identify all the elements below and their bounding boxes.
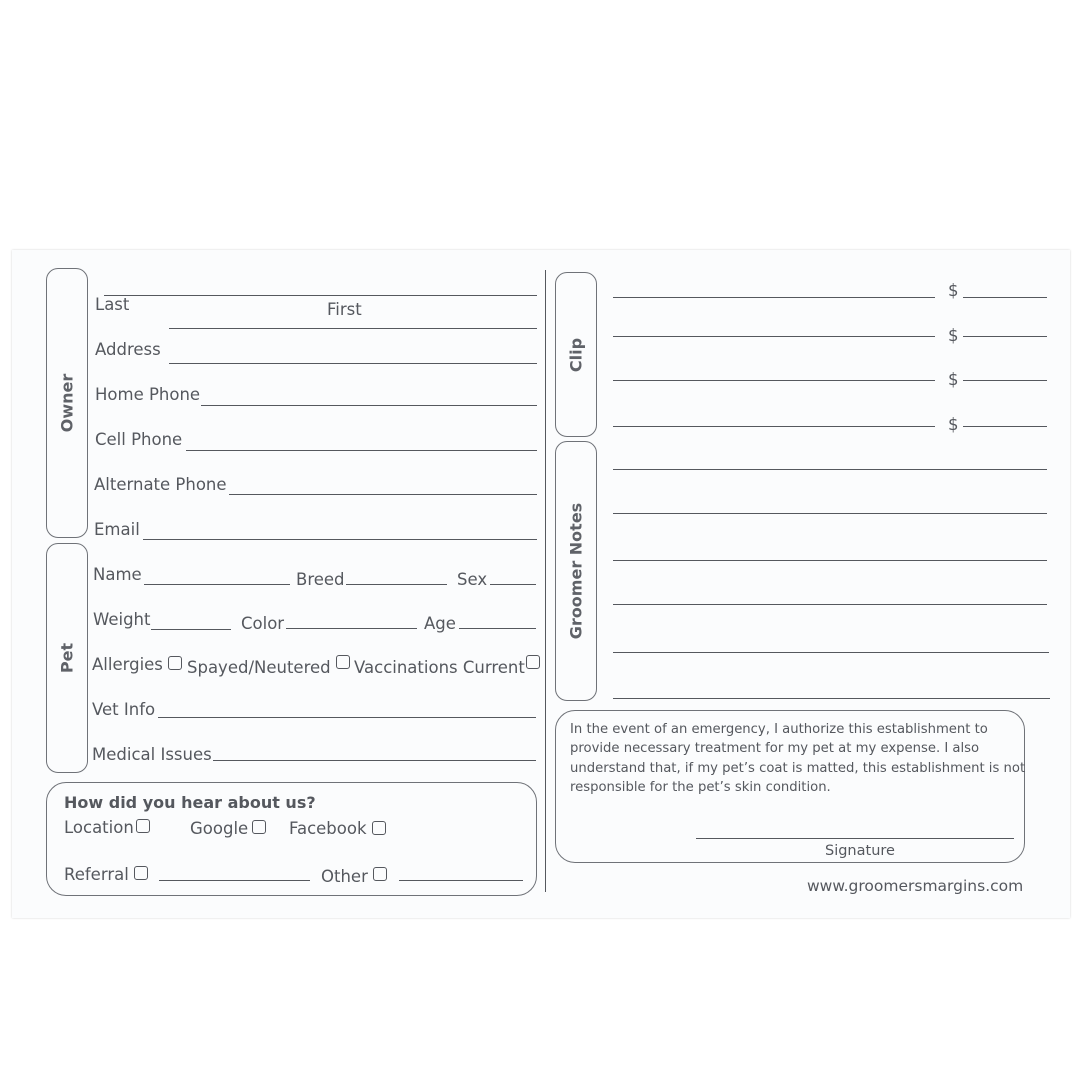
color-line[interactable] — [286, 628, 417, 629]
disclaimer-line-2: provide necessary treatment for my pet at my expense. I also — [570, 741, 980, 756]
last-name-line[interactable] — [104, 295, 537, 296]
medical-issues-line[interactable] — [213, 760, 536, 761]
owner-section-tab — [46, 268, 88, 538]
other-line[interactable] — [399, 880, 523, 881]
notes-line[interactable] — [613, 469, 1047, 470]
google-label: Google — [190, 819, 249, 838]
owner-section-label: Owner — [57, 373, 77, 433]
email-label: Email — [94, 520, 140, 539]
allergies-label: Allergies — [92, 655, 163, 674]
clip-price-line-4[interactable] — [963, 426, 1047, 427]
disclaimer-line-4: responsible for the pet’s skin condition. — [570, 780, 831, 795]
alternate-phone-label: Alternate Phone — [94, 475, 227, 494]
spayed-neutered-label: Spayed/Neutered — [187, 658, 331, 677]
spayed-neutered-checkbox[interactable] — [336, 655, 350, 669]
location-label: Location — [64, 818, 134, 837]
cell-phone-line[interactable] — [186, 450, 537, 451]
breed-line[interactable] — [346, 584, 447, 585]
vet-info-label: Vet Info — [92, 700, 156, 719]
pet-section-label: Pet — [57, 642, 77, 674]
website-url: www.groomersmargins.com — [807, 877, 1024, 895]
signature-line[interactable] — [696, 838, 1014, 839]
notes-line[interactable] — [613, 513, 1047, 514]
clip-price-line-1[interactable] — [963, 297, 1047, 298]
groomer-notes-section-tab — [555, 441, 597, 701]
clip-price-symbol-2: $ — [948, 326, 959, 345]
age-line[interactable] — [459, 628, 536, 629]
weight-label: Weight — [93, 610, 151, 629]
other-checkbox[interactable] — [373, 867, 387, 881]
location-checkbox[interactable] — [136, 819, 150, 833]
sex-line[interactable] — [490, 584, 536, 585]
clip-price-line-2[interactable] — [963, 336, 1047, 337]
address-label: Address — [95, 340, 161, 359]
home-phone-label: Home Phone — [95, 385, 201, 404]
clip-section-label: Clip — [566, 337, 586, 372]
home-phone-line[interactable] — [201, 405, 537, 406]
clip-price-line-3[interactable] — [963, 380, 1047, 381]
clip-price-symbol-4: $ — [948, 415, 959, 434]
notes-line[interactable] — [613, 604, 1047, 605]
referral-label: Referral — [64, 865, 129, 884]
clip-line-4[interactable] — [613, 426, 935, 427]
clip-line-2[interactable] — [613, 336, 935, 337]
signature-label: Signature — [825, 843, 895, 859]
notes-line[interactable] — [613, 698, 1050, 699]
email-line[interactable] — [143, 539, 537, 540]
first-name-label: First — [327, 300, 362, 319]
cell-phone-label: Cell Phone — [95, 430, 183, 449]
pet-section-tab — [46, 543, 88, 773]
referral-source-title: How did you hear about us? — [64, 793, 316, 812]
column-divider — [545, 270, 546, 892]
clip-line-1[interactable] — [613, 297, 935, 298]
vaccinations-current-checkbox[interactable] — [526, 655, 540, 669]
grooming-intake-card — [12, 250, 1070, 918]
clip-price-symbol-1: $ — [948, 281, 959, 300]
referral-line[interactable] — [159, 880, 310, 881]
pet-name-label: Name — [93, 565, 142, 584]
color-label: Color — [241, 614, 285, 633]
alternate-phone-line[interactable] — [229, 494, 537, 495]
age-label: Age — [424, 614, 456, 633]
allergies-checkbox[interactable] — [168, 656, 182, 670]
google-checkbox[interactable] — [252, 820, 266, 834]
vaccinations-current-label: Vaccinations Current — [354, 658, 525, 677]
disclaimer-line-3: understand that, if my pet’s coat is matted, this establishment is not — [570, 761, 1026, 776]
breed-label: Breed — [296, 570, 345, 589]
pet-name-line[interactable] — [144, 584, 290, 585]
referral-checkbox[interactable] — [134, 866, 148, 880]
first-name-line[interactable] — [169, 328, 537, 329]
address-line[interactable] — [169, 363, 537, 364]
medical-issues-label: Medical Issues — [92, 745, 212, 764]
notes-line[interactable] — [613, 560, 1047, 561]
facebook-label: Facebook — [289, 819, 367, 838]
last-name-label: Last — [95, 295, 130, 314]
facebook-checkbox[interactable] — [372, 821, 386, 835]
clip-section-tab — [555, 272, 597, 437]
other-label: Other — [321, 867, 368, 886]
disclaimer-line-1: In the event of an emergency, I authorize this establishment to — [570, 722, 988, 737]
notes-line[interactable] — [613, 652, 1049, 653]
groomer-notes-section-label: Groomer Notes — [566, 502, 586, 640]
clip-price-symbol-3: $ — [948, 370, 959, 389]
vet-info-line[interactable] — [158, 717, 536, 718]
weight-line[interactable] — [151, 629, 231, 630]
clip-line-3[interactable] — [613, 380, 935, 381]
sex-label: Sex — [457, 570, 488, 589]
